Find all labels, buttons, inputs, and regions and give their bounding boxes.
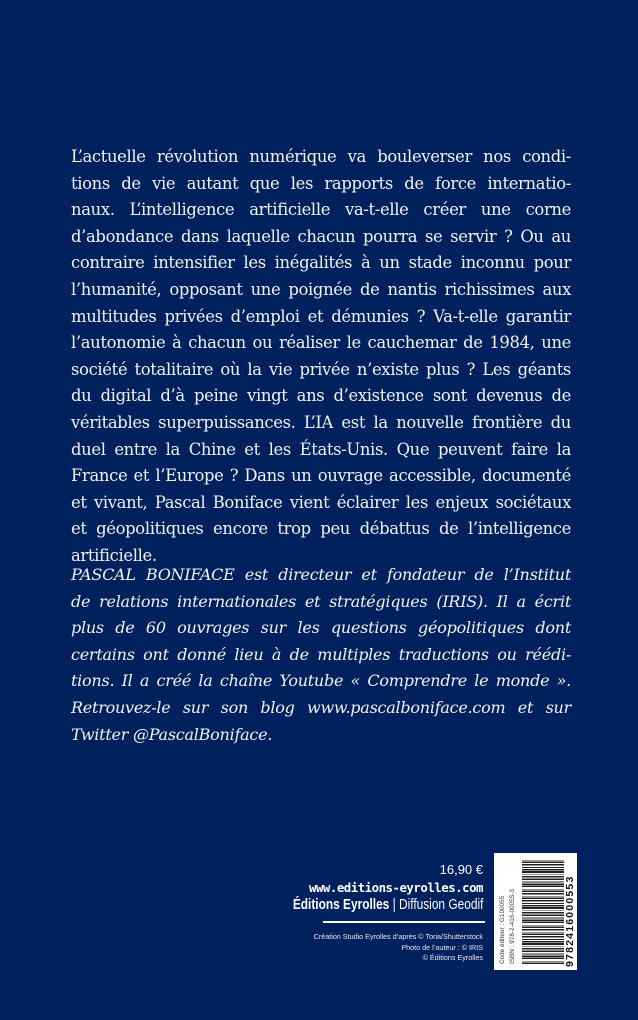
- description-line: société totalitaire où la vie privée n’existe plus ? Les géants: [71, 359, 571, 379]
- author-bio: [71, 562, 571, 748]
- bio-line: Twitter @PascalBoniface.: [71, 724, 273, 744]
- barcode-bars: [522, 860, 564, 964]
- publisher-line: [292, 897, 483, 913]
- description-line: contraire intensifier les inégalités à un stade inconnu pour: [71, 253, 571, 273]
- distributor-name: | Diffusion Geodif: [388, 897, 483, 913]
- description-line: L’actuelle révolution numérique va bouleverser nos condi-: [71, 147, 571, 166]
- book-description: [71, 144, 571, 570]
- isbn-text: ISBN : 978-2-416-00055-3: [509, 889, 516, 964]
- credits: [314, 932, 483, 964]
- divider: [323, 921, 485, 923]
- credit-line: Création Studio Eyrolles d’après © Toria/Shutterstock: [313, 932, 483, 941]
- description-line: artificielle.: [71, 545, 157, 565]
- description-line: et vivant, Pascal Boniface vient éclairer les enjeux sociétaux: [71, 492, 571, 512]
- credit-line: © Éditions Eyrolles: [422, 953, 483, 962]
- bio-line: de relations internationales et stratégiques (IRIS). Il a écrit: [71, 591, 571, 611]
- description-line: duel entre la Chine et les États-Unis. Que peuvent faire la: [71, 439, 571, 459]
- publisher-name: Éditions Eyrolles: [292, 897, 389, 913]
- price: 16,90 €: [439, 862, 483, 877]
- description-line: naux. L’intelligence artificielle va-t-elle créer une corne: [71, 200, 571, 220]
- description-line: du digital d’à peine vingt ans d’existence sont devenus de: [71, 386, 571, 406]
- description-line: l’autonomie à chacun ou réaliser le cauchemar de 1984, une: [71, 333, 571, 353]
- description-line: multitudes privées d’emploi et démunies ? Va-t-elle garantir: [71, 306, 571, 326]
- description-line: France et l’Europe ? Dans un ouvrage accessible, documenté: [71, 466, 571, 486]
- description-line: d’abondance dans laquelle chacun pourra se servir ? Ou au: [71, 226, 571, 246]
- barcode-digits: 9782416000553: [564, 875, 576, 967]
- description-line: et géopolitiques encore trop peu débattus de l’intelligence: [71, 519, 571, 539]
- publisher-code: Code éditeur : G100055: [499, 895, 506, 964]
- bio-line: certains ont donné lieu à de multiples traductions ou réédi-: [71, 644, 571, 664]
- bio-line: PASCAL BONIFACE est directeur et fondateur de l’Institut: [71, 565, 571, 584]
- description-line: tions de vie autant que les rapports de force internatio-: [71, 173, 571, 193]
- barcode: [494, 853, 577, 970]
- publisher-website: www.editions-eyrolles.com: [309, 880, 483, 895]
- description-line: l’humanité, opposant une poignée de nantis richissimes aux: [71, 279, 571, 299]
- bio-line: tions. Il a créé la chaîne Youtube « Comprendre le monde ».: [71, 671, 571, 691]
- description-line: véritables superpuissances. L’IA est la nouvelle frontière du: [71, 412, 571, 432]
- bio-line: plus de 60 ouvrages sur les questions géopolitiques dont: [71, 618, 571, 638]
- bio-line: Retrouvez-le sur son blog www.pascalboniface.com et sur: [71, 697, 571, 717]
- credit-line: Photo de l’auteur : © IRIS: [401, 942, 483, 952]
